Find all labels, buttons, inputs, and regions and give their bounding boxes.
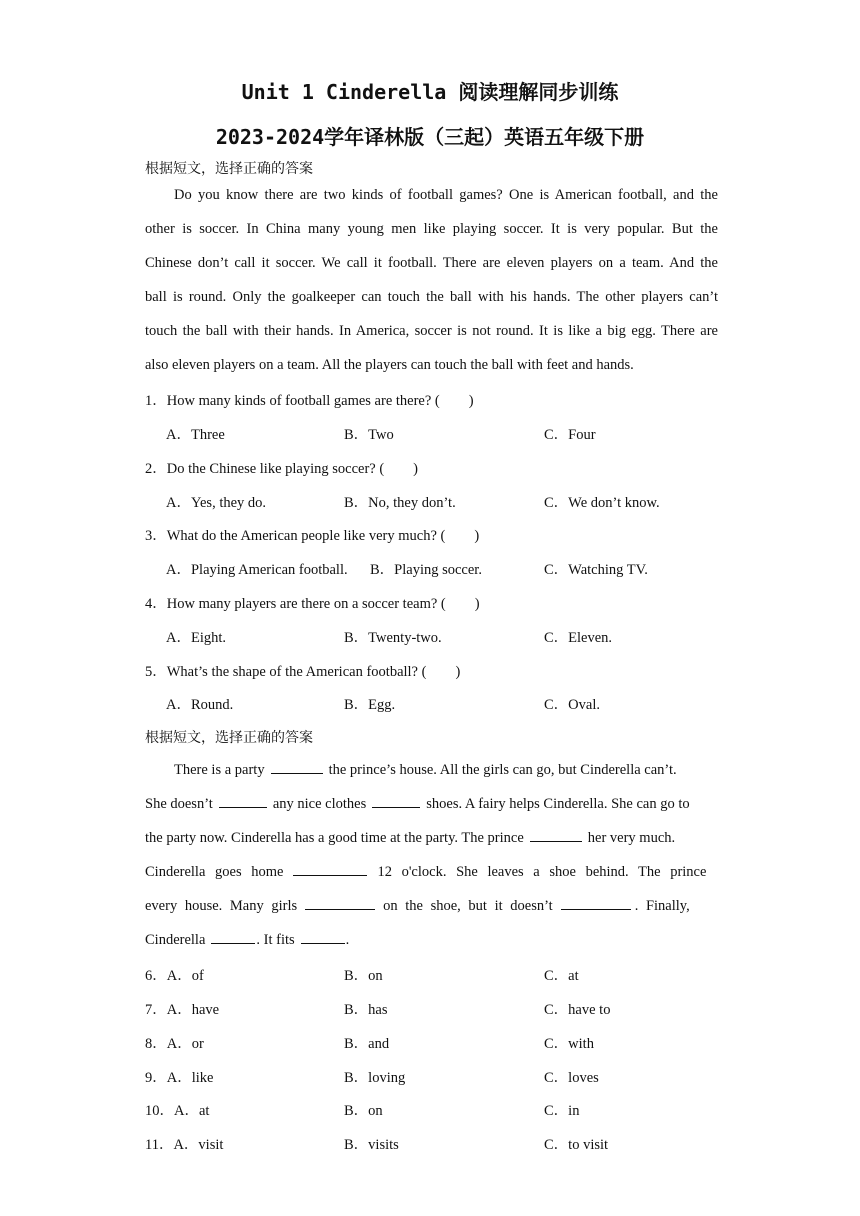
passage-text: 12 o'clock. She leaves a shoe behind. The prince <box>377 864 707 880</box>
passage-text: Cinderella <box>145 932 206 948</box>
passage-line: ball is round. Only the goalkeeper can touch the ball with his hands. The other players can’t <box>145 289 718 305</box>
option-c[interactable]: C．Eleven. <box>544 630 613 646</box>
option-b[interactable]: B．loving <box>344 1070 406 1086</box>
page-subtitle: 2023-2024学年译林版（三起）英语五年级下册 <box>215 125 645 149</box>
option-c[interactable]: C．loves <box>544 1070 599 1086</box>
passage-text: There is a party <box>174 762 265 778</box>
passage-text: on the shoe, but it doesn’t <box>383 898 553 914</box>
reading-passage <box>145 178 718 382</box>
cloze-passage <box>145 753 718 957</box>
option-a[interactable]: A．Three <box>166 427 225 443</box>
passage-line: touch the ball with their hands. In America, soccer is not round. It is like a big egg. There are <box>145 323 718 339</box>
question: 2．Do the Chinese like playing soccer? ( ) <box>145 461 419 477</box>
option-c[interactable]: C．Oval. <box>544 697 600 713</box>
option-c[interactable]: C．in <box>544 1103 580 1119</box>
option-b[interactable]: B．Egg. <box>344 697 396 713</box>
option-a[interactable]: 10．A．at <box>145 1103 210 1119</box>
question: 5．What’s the shape of the American football? ( ) <box>145 664 461 680</box>
passage-text: . It fits <box>256 932 295 948</box>
option-a[interactable]: 9．A．like <box>145 1070 214 1086</box>
passage-line: also eleven players on a team. All the players can touch the ball with feet and hands. <box>145 357 634 373</box>
option-a[interactable]: 8．A．or <box>145 1036 204 1052</box>
passage-line: Chinese don’t call it soccer. We call it football. There are eleven players on a team. And the <box>145 255 718 271</box>
question: 3．What do the American people like very much? ( ) <box>145 528 480 544</box>
option-b[interactable]: B．Playing soccer. <box>370 562 482 578</box>
answer-blank[interactable] <box>271 759 323 774</box>
question: 1．How many kinds of football games are there? ( ) <box>145 393 474 409</box>
option-b[interactable]: B．Two <box>344 427 394 443</box>
answer-blank[interactable] <box>530 827 582 842</box>
passage-text: every house. Many girls <box>145 898 298 914</box>
option-b[interactable]: B．on <box>344 1103 383 1119</box>
answer-blank[interactable] <box>219 793 267 808</box>
passage-line <box>145 889 718 923</box>
passage-line <box>145 821 718 855</box>
option-a[interactable]: A．Round. <box>166 697 234 713</box>
passage-text: Cinderella goes home <box>145 864 284 880</box>
passage-text: her very much. <box>587 830 676 846</box>
option-b[interactable]: B．on <box>344 968 383 984</box>
passage-line: Do you know there are two kinds of football games? One is American football, and the <box>174 187 718 203</box>
answer-blank[interactable] <box>293 861 367 876</box>
option-b[interactable]: B．Twenty-two. <box>344 630 442 646</box>
passage-line <box>145 787 718 821</box>
passage-text: the prince’s house. All the girls can go, but Cinderella can’t. <box>328 762 677 778</box>
option-a[interactable]: A．Eight. <box>166 630 227 646</box>
passage-text: any nice clothes <box>272 796 367 812</box>
option-c[interactable]: C．to visit <box>544 1137 609 1153</box>
question: 4．How many players are there on a soccer team? ( ) <box>145 596 480 612</box>
option-c[interactable]: C．Watching TV. <box>544 562 648 578</box>
option-b[interactable]: B．and <box>344 1036 390 1052</box>
option-b[interactable]: B．visits <box>344 1137 399 1153</box>
passage-text: . Finally, <box>634 898 690 914</box>
answer-blank[interactable] <box>305 895 375 910</box>
passage-line <box>145 753 718 787</box>
passage-line <box>145 923 718 957</box>
option-a[interactable]: A．Yes, they do. <box>166 495 267 511</box>
passage-text: the party now. Cinderella has a good time at the party. The prince <box>145 830 524 846</box>
option-a[interactable]: 11．A．visit <box>145 1137 224 1153</box>
answer-blank[interactable] <box>372 793 420 808</box>
option-a[interactable]: A．Playing American football. <box>166 562 348 578</box>
option-a[interactable]: 7．A．have <box>145 1002 220 1018</box>
option-b[interactable]: B．has <box>344 1002 388 1018</box>
passage-text: She doesn’t <box>145 796 213 812</box>
answer-blank[interactable] <box>561 895 631 910</box>
section-instruction: 根据短文，选择正确的答案 <box>145 731 313 746</box>
passage-text: . <box>345 932 350 948</box>
option-c[interactable]: C．with <box>544 1036 594 1052</box>
option-c[interactable]: C．Four <box>544 427 596 443</box>
section-instruction: 根据短文，选择正确的答案 <box>145 162 313 177</box>
page-title: Unit 1 Cinderella 阅读理解同步训练 <box>241 80 619 104</box>
option-a[interactable]: 6．A．of <box>145 968 204 984</box>
answer-blank[interactable] <box>301 929 345 944</box>
option-c[interactable]: C．We don’t know. <box>544 495 660 511</box>
option-b[interactable]: B．No, they don’t. <box>344 495 456 511</box>
passage-text: shoes. A fairy helps Cinderella. She can go to <box>426 796 690 812</box>
passage-line: other is soccer. In China many young men like playing soccer. It is very popular. But the <box>145 221 718 237</box>
option-c[interactable]: C．at <box>544 968 579 984</box>
option-c[interactable]: C．have to <box>544 1002 611 1018</box>
answer-blank[interactable] <box>211 929 255 944</box>
passage-line <box>145 855 718 889</box>
